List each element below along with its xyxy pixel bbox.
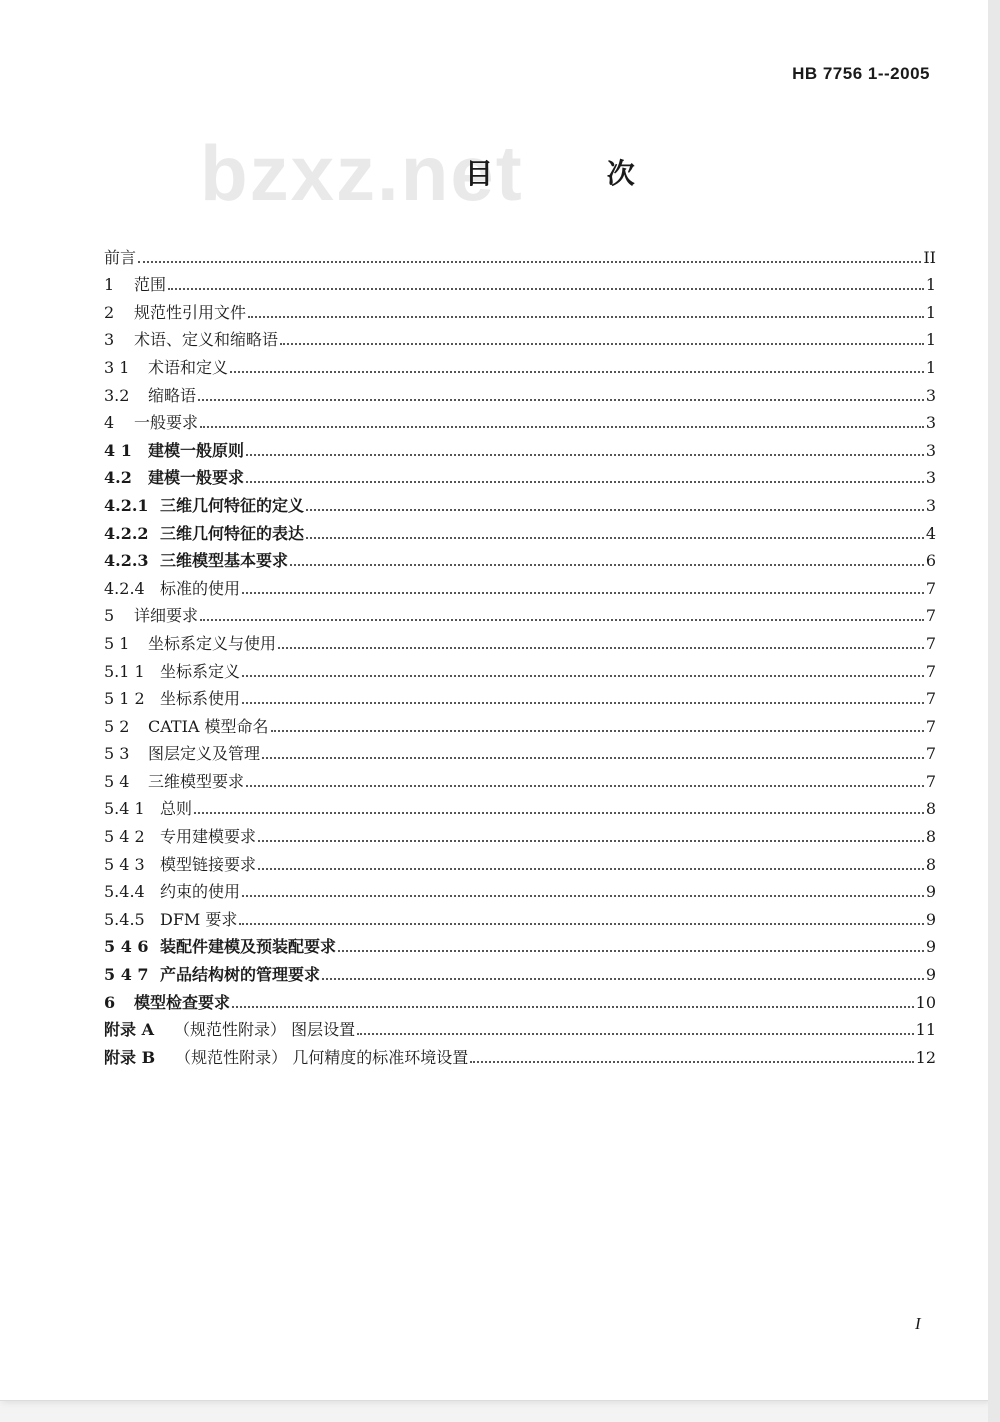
dot-leader <box>278 646 924 649</box>
toc-entry-label: 术语和定义 <box>148 357 229 377</box>
dot-leader <box>242 894 924 897</box>
dot-leader <box>246 453 924 456</box>
dot-leader <box>242 701 924 704</box>
toc-entry[interactable] <box>104 517 936 545</box>
dot-leader <box>280 342 924 345</box>
toc-entry-label: 建模一般要求 <box>148 468 245 488</box>
toc-entry-number: 5 4 7 <box>104 965 149 985</box>
dot-leader <box>246 480 924 483</box>
toc-entry[interactable] <box>104 986 936 1014</box>
toc-entry[interactable] <box>104 848 936 876</box>
toc-entry-label: 坐标系定义与使用 <box>148 633 277 653</box>
toc-entry-label: DFM 要求 <box>160 909 238 929</box>
toc-entry-label: 约束的使用 <box>160 882 241 902</box>
toc-entry-page: 7 <box>925 633 936 653</box>
toc-entry-number: 5 4 6 <box>104 937 149 957</box>
toc-entry-label: 一般要求 <box>134 413 199 433</box>
dot-leader <box>239 922 923 925</box>
watermark: bzxz.net <box>200 129 524 217</box>
dot-leader <box>198 398 924 401</box>
toc-entry-page: 9 <box>925 909 936 929</box>
toc-entry-page: 1 <box>925 302 936 322</box>
toc-entry-label: 详细要求 <box>134 606 199 626</box>
toc-entry-page: 9 <box>925 965 936 985</box>
toc-entry-number: 3 <box>104 330 115 350</box>
dot-leader <box>232 1005 914 1008</box>
toc-entry-page: 1 <box>925 357 936 377</box>
toc-entry-number: 5 3 <box>104 744 130 764</box>
toc-entry[interactable] <box>104 241 936 269</box>
toc-entry-label: 坐标系定义 <box>160 661 241 681</box>
toc-entry-label: 术语、定义和缩略语 <box>134 330 279 350</box>
toc-entry[interactable] <box>104 765 936 793</box>
toc-entry[interactable] <box>104 296 936 324</box>
dot-leader <box>306 508 924 511</box>
toc-entry-number: 3 1 <box>104 357 130 377</box>
toc-entry-page: 3 <box>925 385 936 405</box>
toc-entry-number: 5 4 3 <box>104 854 145 874</box>
toc-entry[interactable] <box>104 545 936 573</box>
dot-leader <box>306 536 924 539</box>
toc-entry-page: 8 <box>925 799 936 819</box>
toc-entry-number: 4.2 <box>104 468 132 488</box>
toc-entry-number: 2 <box>104 302 115 322</box>
dot-leader <box>200 618 924 621</box>
toc-entry-number: 4.2.1 <box>104 495 149 515</box>
toc-entry[interactable] <box>104 683 936 711</box>
toc-entry-number: 4.2.3 <box>104 551 149 571</box>
toc-entry[interactable] <box>104 710 936 738</box>
toc-entry-page: 9 <box>925 937 936 957</box>
dot-leader <box>242 674 924 677</box>
toc-entry-number: 4.2.4 <box>104 578 145 598</box>
toc-entry[interactable] <box>104 379 936 407</box>
toc-entry-page: 11 <box>915 1020 936 1040</box>
toc-entry-number: 4 1 <box>104 440 132 460</box>
toc-entry[interactable] <box>104 903 936 931</box>
toc-entry-page: 3 <box>925 440 936 460</box>
dot-leader <box>290 563 924 566</box>
toc-entry[interactable] <box>104 876 936 904</box>
toc-entry-label: 模型检查要求 <box>134 992 231 1012</box>
toc-entry-page: 4 <box>925 523 936 543</box>
toc-entry[interactable] <box>104 434 936 462</box>
toc-entry-page: 12 <box>915 1047 936 1067</box>
toc-entry[interactable] <box>104 655 936 683</box>
toc-entry-page: 3 <box>925 413 936 433</box>
toc-entry[interactable] <box>104 1014 936 1042</box>
toc-entry-label: （规范性附录） 几何精度的标准环境设置 <box>175 1047 469 1067</box>
toc-entry-number: 5.4 1 <box>104 799 145 819</box>
toc-entry[interactable] <box>104 572 936 600</box>
table-of-contents <box>104 241 936 1069</box>
toc-entry-label: 三维几何特征的定义 <box>160 495 305 515</box>
toc-entry-label: 图层定义及管理 <box>148 744 261 764</box>
toc-entry[interactable] <box>104 600 936 628</box>
toc-entry-label: （规范性附录） 图层设置 <box>174 1020 356 1040</box>
dot-leader <box>168 287 924 290</box>
dot-leader <box>246 784 924 787</box>
document-code: HB 7756 1--2005 <box>792 64 930 83</box>
toc-entry-page: 7 <box>925 606 936 626</box>
toc-entry-label: 标准的使用 <box>160 578 241 598</box>
dot-leader <box>242 591 924 594</box>
dot-leader <box>248 315 924 318</box>
toc-entry-page: 7 <box>925 578 936 598</box>
toc-entry[interactable] <box>104 324 936 352</box>
toc-entry-label: 三维模型要求 <box>148 771 245 791</box>
toc-entry[interactable] <box>104 931 936 959</box>
dot-leader <box>138 260 921 263</box>
toc-entry-label: 模型链接要求 <box>160 854 257 874</box>
toc-entry-page: 8 <box>925 854 936 874</box>
toc-entry-label: 三维几何特征的表达 <box>160 523 305 543</box>
toc-entry-page: 10 <box>915 992 936 1012</box>
page-title: 目 次 <box>465 157 687 190</box>
toc-entry-page: II <box>923 247 936 267</box>
toc-entry-page: 3 <box>925 468 936 488</box>
toc-entry-page: 1 <box>925 330 936 350</box>
toc-entry[interactable] <box>104 793 936 821</box>
toc-entry-page: 6 <box>925 551 936 571</box>
toc-entry-label: CATIA 模型命名 <box>148 716 269 736</box>
dot-leader <box>271 729 924 732</box>
toc-entry-number: 5 4 <box>104 771 130 791</box>
toc-entry-page: 7 <box>925 744 936 764</box>
toc-entry[interactable] <box>104 269 936 297</box>
toc-entry-number: 5 <box>104 606 115 626</box>
toc-entry-label: 前言 <box>104 247 137 267</box>
toc-entry[interactable] <box>104 958 936 986</box>
toc-entry-number: 4.2.2 <box>104 523 149 543</box>
toc-entry-number: 5 2 <box>104 716 130 736</box>
toc-entry-page: 8 <box>925 827 936 847</box>
toc-entry-label: 缩略语 <box>148 385 197 405</box>
toc-entry[interactable] <box>104 351 936 379</box>
toc-entry-label: 建模一般原则 <box>148 440 245 460</box>
toc-entry[interactable] <box>104 820 936 848</box>
toc-entry[interactable] <box>104 489 936 517</box>
toc-entry-number: 5 1 <box>104 633 130 653</box>
dot-leader <box>357 1032 914 1035</box>
toc-entry-label: 产品结构树的管理要求 <box>160 965 321 985</box>
toc-entry-number: 5.1 1 <box>104 661 145 681</box>
toc-entry-number: 5.4.5 <box>104 909 145 929</box>
toc-entry-label: 范围 <box>134 275 167 295</box>
toc-entry-number: 5 1 2 <box>104 689 145 709</box>
toc-entry-page: 3 <box>925 495 936 515</box>
dot-leader <box>230 370 924 373</box>
page-number: I <box>915 1314 921 1333</box>
dot-leader <box>194 811 924 814</box>
toc-entry-label: 装配件建模及预装配要求 <box>160 937 337 957</box>
toc-entry[interactable] <box>104 1041 936 1069</box>
toc-entry-page: 7 <box>925 716 936 736</box>
toc-entry-number: 5 4 2 <box>104 827 145 847</box>
dot-leader <box>200 425 924 428</box>
toc-entry-page: 7 <box>925 689 936 709</box>
toc-entry-page: 7 <box>925 661 936 681</box>
toc-entry-number: 1 <box>104 275 115 295</box>
toc-entry[interactable] <box>104 738 936 766</box>
toc-entry[interactable] <box>104 407 936 435</box>
scrollbar-track[interactable] <box>988 0 1000 1422</box>
toc-entry-label: 坐标系使用 <box>160 689 241 709</box>
toc-entry-label: 规范性引用文件 <box>134 302 247 322</box>
toc-entry-number: 附录 B <box>104 1047 156 1067</box>
dot-leader <box>322 977 924 980</box>
toc-entry-label: 三维模型基本要求 <box>160 551 289 571</box>
toc-entry-number: 4 <box>104 413 115 433</box>
dot-leader <box>338 949 924 952</box>
dot-leader <box>262 756 924 759</box>
toc-entry-number: 3.2 <box>104 385 130 405</box>
toc-entry-number: 6 <box>104 992 116 1012</box>
toc-entry-label: 总则 <box>160 799 193 819</box>
toc-entry-page: 7 <box>925 771 936 791</box>
toc-entry-page: 1 <box>925 275 936 295</box>
toc-entry[interactable] <box>104 627 936 655</box>
toc-entry-number: 附录 A <box>104 1020 154 1040</box>
dot-leader <box>258 867 924 870</box>
dot-leader <box>258 839 924 842</box>
toc-entry-page: 9 <box>925 882 936 902</box>
toc-entry-number: 5.4.4 <box>104 882 145 902</box>
toc-entry-label: 专用建模要求 <box>160 827 257 847</box>
dot-leader <box>470 1060 913 1063</box>
toc-entry[interactable] <box>104 462 936 490</box>
